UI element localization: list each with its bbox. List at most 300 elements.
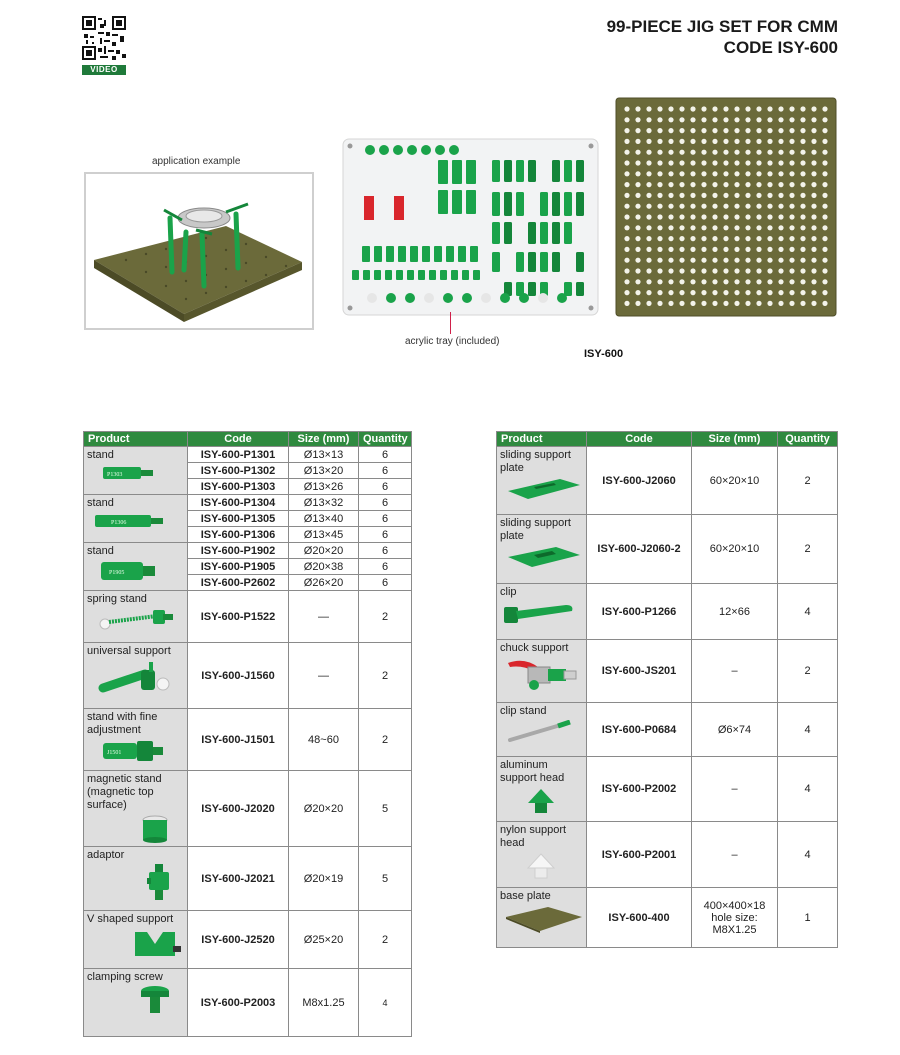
tray-stand-part — [552, 160, 560, 182]
plate-hole — [734, 160, 739, 165]
plate-hole — [734, 128, 739, 133]
plate-hole — [723, 139, 728, 144]
stand-p1306-image — [93, 512, 169, 530]
tray-round-part — [407, 145, 417, 155]
plate-hole — [723, 301, 728, 306]
table-row — [497, 515, 838, 584]
plate-hole — [811, 301, 816, 306]
right-spec-table — [496, 431, 838, 948]
plate-hole — [712, 182, 717, 187]
qr-code-icon — [82, 16, 126, 60]
plate-hole — [646, 258, 651, 263]
size-cell: 60×20×10 — [692, 447, 778, 515]
plate-hole — [723, 247, 728, 252]
plate-hole — [756, 193, 761, 198]
plate-hole — [800, 171, 805, 176]
tray-small-stand — [396, 270, 403, 280]
col-quantity: Quantity — [359, 432, 412, 447]
plate-hole — [657, 171, 662, 176]
code-cell: ISY-600-400 — [587, 888, 692, 948]
plate-hole — [668, 290, 673, 295]
product-cell — [84, 447, 188, 495]
tray-small-stand — [407, 270, 414, 280]
tray-round-part — [365, 145, 375, 155]
plate-hole — [646, 301, 651, 306]
code-cell: ISY-600-P1305 — [188, 511, 289, 527]
qty-cell: 6 — [359, 575, 412, 591]
plate-hole — [800, 247, 805, 252]
stand-img-label: J1501 — [107, 750, 122, 756]
product-cell — [84, 543, 188, 591]
plate-hole — [723, 193, 728, 198]
plate-hole — [668, 139, 673, 144]
plate-hole — [679, 106, 684, 111]
plate-hole — [745, 117, 750, 122]
plate-hole — [646, 106, 651, 111]
plate-hole — [811, 150, 816, 155]
plate-hole — [811, 106, 816, 111]
application-example-image — [84, 172, 314, 330]
tray-small-stand — [418, 270, 425, 280]
plate-hole — [723, 279, 728, 284]
plate-hole — [767, 128, 772, 133]
tray-stand-part — [528, 222, 536, 244]
plate-hole — [789, 225, 794, 230]
tray-small-stand — [363, 270, 370, 280]
col-size: Size (mm) — [289, 432, 359, 447]
plate-hole — [800, 301, 805, 306]
plate-hole — [789, 193, 794, 198]
plate-hole — [701, 139, 706, 144]
plate-hole — [712, 279, 717, 284]
plate-hole — [789, 279, 794, 284]
plate-hole — [657, 182, 662, 187]
plate-hole — [624, 225, 629, 230]
plate-hole — [690, 106, 695, 111]
tray-head-part — [557, 293, 567, 303]
plate-hole — [756, 128, 761, 133]
plate-hole — [657, 150, 662, 155]
plate-hole — [624, 279, 629, 284]
table-row — [497, 822, 838, 888]
plate-hole — [822, 258, 827, 263]
plate-hole — [646, 290, 651, 295]
plate-hole — [745, 214, 750, 219]
product-cell — [84, 969, 188, 1037]
product-name: sliding support plate — [500, 449, 571, 474]
plate-hole — [690, 193, 695, 198]
qty-cell: 6 — [359, 447, 412, 463]
plate-hole — [734, 214, 739, 219]
plate-hole — [800, 258, 805, 263]
plate-hole — [745, 106, 750, 111]
tray-stand-part — [516, 192, 524, 216]
plate-hole — [701, 214, 706, 219]
plate-hole — [756, 236, 761, 241]
qty-cell: 2 — [359, 591, 412, 643]
size-cell: Ø13×45 — [289, 527, 359, 543]
tray-small-stand — [385, 270, 392, 280]
plate-hole — [635, 150, 640, 155]
size-cell: M8x1.25 — [289, 969, 359, 1037]
plate-hole — [701, 279, 706, 284]
plate-hole — [712, 225, 717, 230]
plate-hole — [679, 279, 684, 284]
plate-hole — [679, 117, 684, 122]
plate-hole — [822, 204, 827, 209]
stand-img-label: P1303 — [107, 472, 123, 478]
tray-chuck-part — [394, 196, 404, 220]
plate-hole — [789, 204, 794, 209]
tray-stand-part — [528, 252, 536, 272]
code-cell: ISY-600-P2003 — [188, 969, 289, 1037]
plate-hole — [767, 279, 772, 284]
tray-small-stand — [440, 270, 447, 280]
tray-stand-part — [504, 192, 512, 216]
plate-hole — [635, 301, 640, 306]
product-cell — [84, 709, 188, 771]
code-cell: ISY-600-P2602 — [188, 575, 289, 591]
plate-hole — [778, 204, 783, 209]
tray-screw — [348, 144, 353, 149]
plate-hole — [800, 214, 805, 219]
qty-cell: 2 — [778, 515, 838, 584]
tray-stand-part — [576, 252, 584, 272]
plate-hole — [668, 279, 673, 284]
qty-cell: 4 — [359, 969, 412, 1037]
plate-hole — [756, 258, 761, 263]
plate-hole — [624, 258, 629, 263]
plate-hole — [811, 193, 816, 198]
tray-round-part — [393, 145, 403, 155]
size-cell: Ø13×40 — [289, 511, 359, 527]
plate-hole — [646, 182, 651, 187]
plate-hole — [635, 160, 640, 165]
code-cell: ISY-600-J2060 — [587, 447, 692, 515]
code-cell: ISY-600-P1301 — [188, 447, 289, 463]
qty-cell: 2 — [359, 911, 412, 969]
size-cell: — — [289, 643, 359, 709]
product-name: adaptor — [87, 849, 125, 861]
product-name: nylon support head — [500, 824, 567, 849]
plate-hole — [679, 171, 684, 176]
plate-hole — [646, 279, 651, 284]
plate-hole — [690, 258, 695, 263]
plate-hole — [723, 236, 728, 241]
plate-hole — [657, 117, 662, 122]
size-cell: – — [692, 822, 778, 888]
plate-hole — [646, 193, 651, 198]
plate-hole — [712, 193, 717, 198]
plate-hole — [723, 268, 728, 273]
plate-hole — [635, 204, 640, 209]
code-cell: ISY-600-P0684 — [587, 703, 692, 757]
qr-code-video[interactable] — [82, 16, 126, 74]
tray-small-stand — [434, 246, 442, 262]
plate-hole — [745, 279, 750, 284]
plate-hole — [756, 160, 761, 165]
plate-hole — [679, 301, 684, 306]
size-cell: Ø13×32 — [289, 495, 359, 511]
plate-hole — [690, 117, 695, 122]
product-cell — [497, 515, 587, 584]
plate-hole — [635, 117, 640, 122]
plate-hole — [679, 182, 684, 187]
tray-small-stand — [352, 270, 359, 280]
plate-hole — [701, 204, 706, 209]
size-cell: 12×66 — [692, 584, 778, 640]
sliding-plate-image — [504, 477, 584, 501]
tray-stand-part — [492, 192, 500, 216]
plate-hole — [734, 150, 739, 155]
plate-hole — [624, 139, 629, 144]
plate-hole — [635, 268, 640, 273]
tray-clip-part — [438, 160, 448, 184]
size-cell: Ø20×20 — [289, 543, 359, 559]
plate-hole — [624, 193, 629, 198]
plate-hole — [767, 258, 772, 263]
size-cell: Ø26×20 — [289, 575, 359, 591]
plate-hole — [646, 139, 651, 144]
product-name: stand — [87, 449, 114, 461]
plate-hole — [657, 290, 662, 295]
table-row — [84, 643, 412, 709]
tray-stand-part — [564, 192, 572, 216]
plate-hole — [668, 106, 673, 111]
plate-hole — [789, 139, 794, 144]
plate-hole — [679, 150, 684, 155]
plate-hole — [646, 128, 651, 133]
product-cell — [497, 822, 587, 888]
tray-clip-part — [466, 190, 476, 214]
plate-hole — [756, 214, 761, 219]
plate-hole — [734, 182, 739, 187]
plate-hole — [745, 268, 750, 273]
plate-hole — [679, 204, 684, 209]
plate-hole — [756, 268, 761, 273]
col-product: Product — [497, 432, 587, 447]
tray-small-stand — [458, 246, 466, 262]
plate-hole — [657, 236, 662, 241]
qr-video-label: VIDEO — [82, 65, 126, 75]
plate-hole — [822, 106, 827, 111]
tray-stand-part — [552, 192, 560, 216]
plate-hole — [668, 193, 673, 198]
plate-hole — [734, 247, 739, 252]
col-size: Size (mm) — [692, 432, 778, 447]
plate-hole — [668, 247, 673, 252]
table-row — [84, 911, 412, 969]
plate-hole — [767, 139, 772, 144]
plate-hole — [811, 268, 816, 273]
size-cell: 60×20×10 — [692, 515, 778, 584]
code-cell: ISY-600-P2002 — [587, 757, 692, 822]
qty-cell: 4 — [778, 822, 838, 888]
qty-cell: 6 — [359, 511, 412, 527]
plate-hole — [668, 214, 673, 219]
plate-hole — [668, 171, 673, 176]
plate-hole — [679, 268, 684, 273]
tray-stand-part — [516, 252, 524, 272]
plate-hole — [624, 117, 629, 122]
plate-hole — [811, 160, 816, 165]
size-cell: – — [692, 640, 778, 703]
plate-hole — [811, 290, 816, 295]
plate-hole — [690, 139, 695, 144]
plate-hole — [712, 160, 717, 165]
stand-p1303-image — [101, 464, 157, 482]
tray-stand-part — [552, 222, 560, 244]
plate-hole — [690, 268, 695, 273]
plate-hole — [679, 128, 684, 133]
tray-small-stand — [398, 246, 406, 262]
product-cell — [84, 643, 188, 709]
plate-hole — [822, 160, 827, 165]
product-name: magnetic stand (magnetic top surface) — [87, 773, 162, 811]
plate-hole — [789, 214, 794, 219]
table-row — [497, 757, 838, 822]
qty-cell: 4 — [778, 584, 838, 640]
plate-hole — [635, 182, 640, 187]
col-code: Code — [188, 432, 289, 447]
code-cell: ISY-600-J2021 — [188, 847, 289, 911]
plate-hole — [657, 301, 662, 306]
product-cell — [497, 447, 587, 515]
plate-hole — [679, 258, 684, 263]
plate-hole — [690, 225, 695, 230]
size-cell: Ø20×19 — [289, 847, 359, 911]
plate-hole — [800, 204, 805, 209]
tray-stand-part — [516, 160, 524, 182]
product-name: sliding support plate — [500, 517, 571, 542]
tray-screw — [589, 144, 594, 149]
tray-small-stand — [410, 246, 418, 262]
tray-clip-part — [452, 190, 462, 214]
plate-hole — [767, 290, 772, 295]
plate-hole — [800, 279, 805, 284]
plate-hole — [734, 279, 739, 284]
product-name: chuck support — [500, 642, 569, 654]
plate-hole — [745, 128, 750, 133]
plate-hole — [701, 225, 706, 230]
product-name: base plate — [500, 890, 551, 902]
plate-hole — [690, 236, 695, 241]
plate-hole — [745, 171, 750, 176]
plate-hole — [657, 258, 662, 263]
plate-hole — [734, 268, 739, 273]
plate-hole — [624, 214, 629, 219]
plate-hole — [745, 182, 750, 187]
plate-hole — [778, 193, 783, 198]
plate-hole — [690, 214, 695, 219]
sliding-plate-2-image — [504, 545, 584, 569]
plate-hole — [679, 247, 684, 252]
left-table-header — [84, 432, 412, 447]
plate-hole — [811, 128, 816, 133]
tray-small-stand — [386, 246, 394, 262]
plate-hole — [811, 204, 816, 209]
plate-hole — [800, 268, 805, 273]
aluminum-head-image — [526, 787, 556, 815]
tray-head-part — [443, 293, 453, 303]
qty-cell: 5 — [359, 847, 412, 911]
qty-cell: 1 — [778, 888, 838, 948]
plate-hole — [778, 139, 783, 144]
plate-hole — [624, 204, 629, 209]
plate-hole — [657, 204, 662, 209]
plate-hole — [701, 258, 706, 263]
plate-hole — [767, 150, 772, 155]
code-cell: ISY-600-P1266 — [587, 584, 692, 640]
plate-hole — [745, 290, 750, 295]
plate-hole — [646, 236, 651, 241]
plate-hole — [723, 258, 728, 263]
plate-hole — [800, 236, 805, 241]
product-cell — [84, 591, 188, 643]
plate-hole — [778, 301, 783, 306]
plate-hole — [701, 268, 706, 273]
tray-stand-part — [552, 252, 560, 272]
plate-hole — [767, 268, 772, 273]
product-cell — [497, 703, 587, 757]
size-cell: 48~60 — [289, 709, 359, 771]
qty-cell: 6 — [359, 479, 412, 495]
plate-hole — [745, 247, 750, 252]
plate-hole — [767, 193, 772, 198]
plate-hole — [767, 106, 772, 111]
size-cell: Ø13×20 — [289, 463, 359, 479]
plate-hole — [646, 225, 651, 230]
plate-hole — [811, 279, 816, 284]
plate-hole — [690, 160, 695, 165]
tray-head-part — [481, 293, 491, 303]
plate-hole — [767, 171, 772, 176]
plate-hole — [778, 279, 783, 284]
plate-hole — [822, 182, 827, 187]
plate-hole — [778, 225, 783, 230]
plate-hole — [723, 290, 728, 295]
code-cell: ISY-600-J1501 — [188, 709, 289, 771]
plate-hole — [635, 258, 640, 263]
tray-chuck-part — [364, 196, 374, 220]
plate-hole — [822, 268, 827, 273]
plate-hole — [734, 258, 739, 263]
clamping-screw-image — [137, 986, 177, 1014]
plate-hole — [734, 225, 739, 230]
table-row — [497, 584, 838, 640]
plate-hole — [679, 214, 684, 219]
tray-head-part — [500, 293, 510, 303]
plate-hole — [635, 128, 640, 133]
tray-stand-part — [492, 160, 500, 182]
size-cell: Ø20×20 — [289, 771, 359, 847]
plate-hole — [723, 128, 728, 133]
plate-hole — [668, 182, 673, 187]
qty-cell: 2 — [778, 640, 838, 703]
table-row — [84, 709, 412, 771]
plate-hole — [690, 279, 695, 284]
plate-hole — [624, 182, 629, 187]
tray-stand-part — [564, 282, 572, 296]
plate-hole — [756, 204, 761, 209]
plate-hole — [635, 139, 640, 144]
plate-hole — [811, 225, 816, 230]
plate-hole — [800, 150, 805, 155]
tray-stand-part — [492, 222, 500, 244]
plate-hole — [789, 128, 794, 133]
code-cell: ISY-600-J2060-2 — [587, 515, 692, 584]
plate-hole — [646, 247, 651, 252]
